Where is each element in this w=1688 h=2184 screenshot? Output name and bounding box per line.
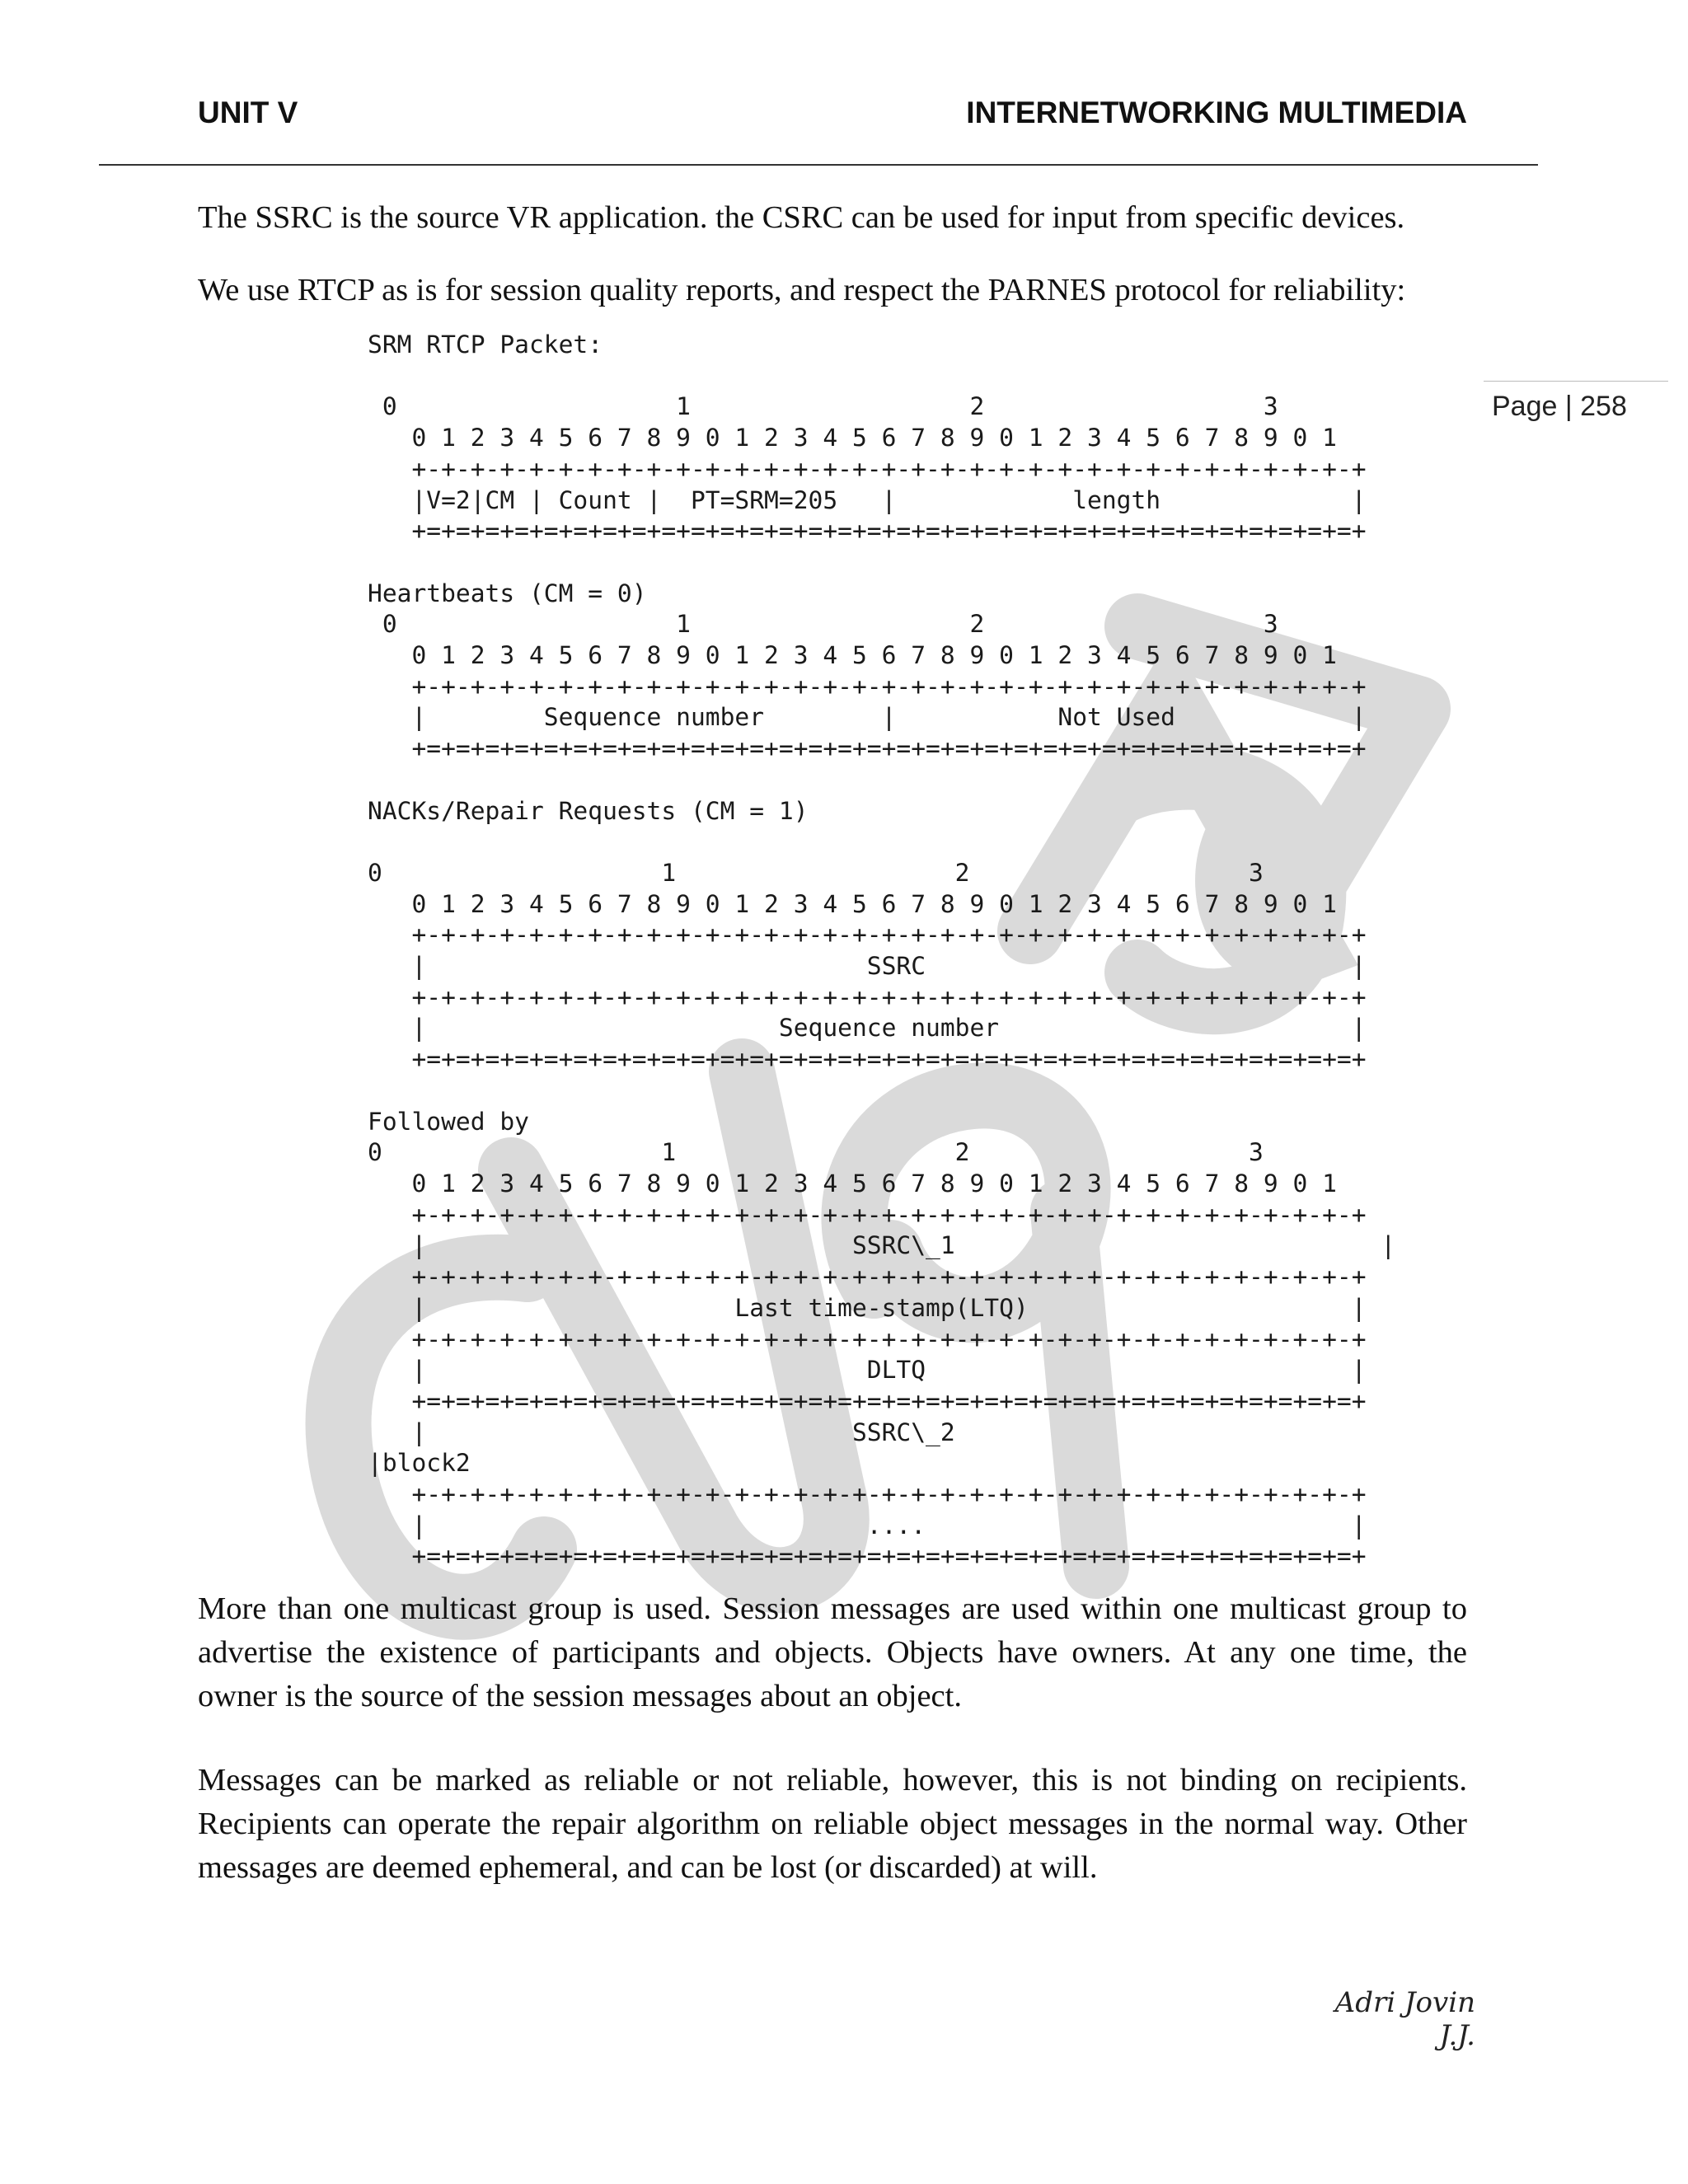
diagram-line: Heartbeats (CM = 0) [368, 579, 647, 607]
diagram-line: SRM RTCP Packet: [368, 330, 603, 359]
diagram-line: +=+=+=+=+=+=+=+=+=+=+=+=+=+=+=+=+=+=+=+=+=+=+=+=+=+=+=+=+=+=+=+=+ [411, 1045, 1367, 1074]
diagram-line: +=+=+=+=+=+=+=+=+=+=+=+=+=+=+=+=+=+=+=+=+=+=+=+=+=+=+=+=+=+=+=+=+ [411, 734, 1367, 763]
paragraph-line: Recipients can operate the repair algorithm on reliable object messages in the normal way. Other [198, 1807, 1467, 1841]
diagram-line: 0 1 2 3 4 5 6 7 8 9 0 1 2 3 4 5 6 7 8 9 0 1 2 3 4 5 6 7 8 9 0 1 [411, 889, 1337, 918]
paragraph-reliability [198, 1759, 1467, 1890]
paragraph-line: More than one multicast group is used. Session messages are used within one multicast group to [198, 1591, 1467, 1626]
diagram-line: +-+-+-+-+-+-+-+-+-+-+-+-+-+-+-+-+-+-+-+-+-+-+-+-+-+-+-+-+-+-+-+-+ [411, 921, 1367, 949]
diagram-line: 0 1 2 3 [368, 858, 1264, 887]
diagram-line: 0 1 2 3 4 5 6 7 8 9 0 1 2 3 4 5 6 7 8 9 0 1 2 3 4 5 6 7 8 9 0 1 [411, 641, 1337, 670]
page-header [198, 96, 1467, 135]
diagram-line: +-+-+-+-+-+-+-+-+-+-+-+-+-+-+-+-+-+-+-+-+-+-+-+-+-+-+-+-+-+-+-+-+ [411, 1263, 1367, 1291]
paragraph-line: messages are deemed ephemeral, and can be lost (or discarded) at will. [198, 1850, 1098, 1885]
diagram-line: +-+-+-+-+-+-+-+-+-+-+-+-+-+-+-+-+-+-+-+-+-+-+-+-+-+-+-+-+-+-+-+-+ [411, 1480, 1367, 1509]
diagram-line: | DLTQ | [411, 1356, 1367, 1385]
author-signature: Adri Jovin J.J. [1334, 1986, 1475, 2052]
diagram-line: | Sequence number | Not Used | [411, 703, 1367, 732]
paragraph-multicast [198, 1587, 1467, 1718]
paragraph-ssrc: The SSRC is the source VR application. the CSRC can be used for input from specific devices. [198, 200, 1405, 235]
diagram-line: |V=2|CM | Count | PT=SRM=205 | length | [411, 485, 1367, 514]
diagram-line: +=+=+=+=+=+=+=+=+=+=+=+=+=+=+=+=+=+=+=+=+=+=+=+=+=+=+=+=+=+=+=+=+ [411, 1386, 1367, 1415]
chapter-title: INTERNETWORKING MULTIMEDIA [966, 96, 1467, 129]
diagram-line: +=+=+=+=+=+=+=+=+=+=+=+=+=+=+=+=+=+=+=+=+=+=+=+=+=+=+=+=+=+=+=+=+ [411, 1542, 1367, 1571]
diagram-line: 0 1 2 3 [382, 392, 1278, 421]
paragraph-line: Messages can be marked as reliable or not reliable, however, this is not binding on recipients. [198, 1763, 1467, 1797]
diagram-line: | SSRC\_1 | [411, 1231, 1396, 1260]
diagram-line: +-+-+-+-+-+-+-+-+-+-+-+-+-+-+-+-+-+-+-+-+-+-+-+-+-+-+-+-+-+-+-+-+ [411, 672, 1367, 701]
diagram-line: | Sequence number | [411, 1014, 1367, 1043]
srm-rtcp-packet-diagram [368, 330, 1395, 1572]
diagram-line: 0 1 2 3 [368, 1138, 1264, 1167]
diagram-line: Followed by [368, 1107, 529, 1136]
diagram-line: | SSRC\_2 [411, 1418, 955, 1446]
diagram-line: | Last time-stamp(LTQ) | [411, 1293, 1367, 1322]
diagram-line: +-+-+-+-+-+-+-+-+-+-+-+-+-+-+-+-+-+-+-+-+-+-+-+-+-+-+-+-+-+-+-+-+ [411, 454, 1367, 483]
paragraph-line: owner is the source of the session messages about an object. [198, 1679, 962, 1713]
unit-label: UNIT V [198, 96, 298, 129]
diagram-line: NACKs/Repair Requests (CM = 1) [368, 796, 809, 825]
diagram-line: 0 1 2 3 4 5 6 7 8 9 0 1 2 3 4 5 6 7 8 9 0 1 2 3 4 5 6 7 8 9 0 1 [411, 1169, 1337, 1197]
diagram-line: |block2 [368, 1449, 471, 1478]
diagram-line: 0 1 2 3 4 5 6 7 8 9 0 1 2 3 4 5 6 7 8 9 0 1 2 3 4 5 6 7 8 9 0 1 [411, 424, 1337, 452]
diagram-line: +-+-+-+-+-+-+-+-+-+-+-+-+-+-+-+-+-+-+-+-+-+-+-+-+-+-+-+-+-+-+-+-+ [411, 982, 1367, 1011]
header-divider [99, 164, 1538, 166]
diagram-line: +=+=+=+=+=+=+=+=+=+=+=+=+=+=+=+=+=+=+=+=+=+=+=+=+=+=+=+=+=+=+=+=+ [411, 517, 1367, 546]
diagram-line: +-+-+-+-+-+-+-+-+-+-+-+-+-+-+-+-+-+-+-+-+-+-+-+-+-+-+-+-+-+-+-+-+ [411, 1200, 1367, 1229]
page-number: Page | 258 [1492, 391, 1627, 422]
margin-divider [1484, 381, 1668, 382]
diagram-line: +-+-+-+-+-+-+-+-+-+-+-+-+-+-+-+-+-+-+-+-+-+-+-+-+-+-+-+-+-+-+-+-+ [411, 1324, 1367, 1353]
diagram-line: 0 1 2 3 [382, 610, 1278, 639]
paragraph-rtcp: We use RTCP as is for session quality reports, and respect the PARNES protocol for reliability: [198, 273, 1406, 307]
diagram-line: | .... | [411, 1511, 1367, 1540]
paragraph-line: advertise the existence of participants and objects. Objects have owners. At any one time, the [198, 1635, 1467, 1670]
diagram-line: | SSRC | [411, 952, 1367, 981]
